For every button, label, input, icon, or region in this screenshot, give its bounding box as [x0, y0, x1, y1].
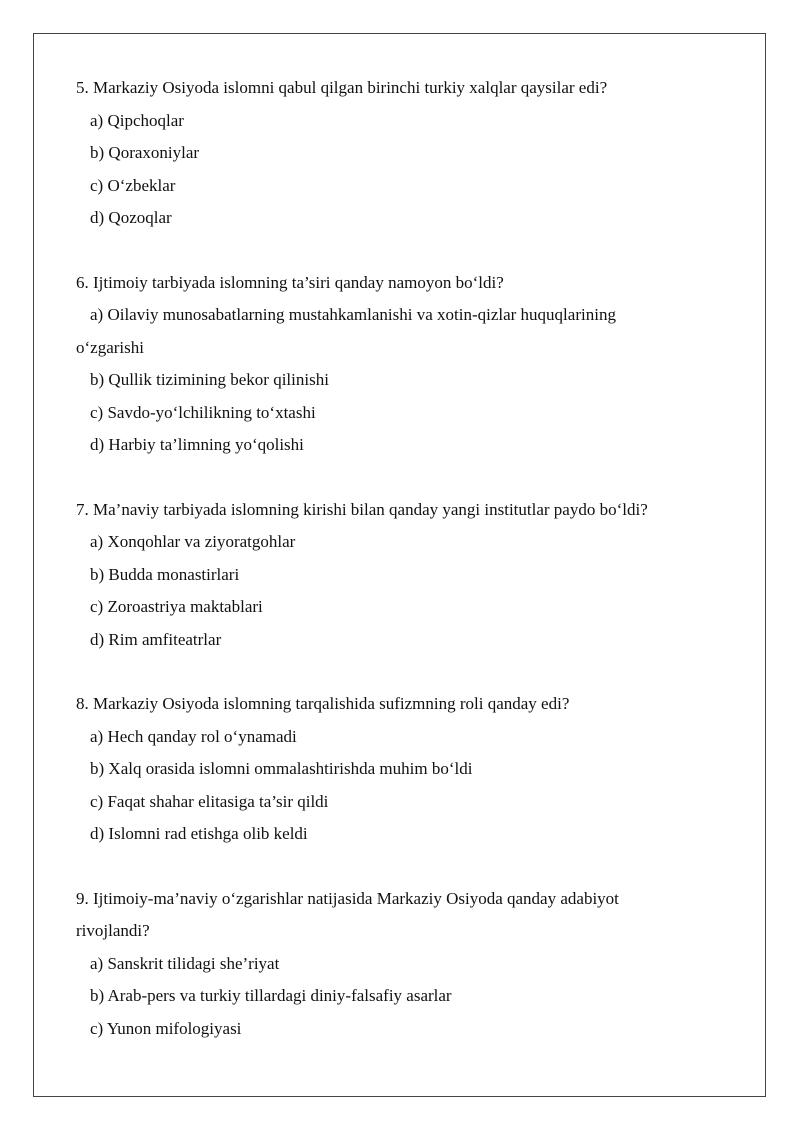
option-a: a) Oilaviy munosabatlarning mustahkamlanishi va xotin-qizlar huquqlarining — [90, 305, 616, 324]
option-d: d) Qozoqlar — [90, 208, 172, 227]
option-c: c) Yunon mifologiyasi — [90, 1018, 242, 1038]
option-a: a) Hech qanday rol o‘ynamadi — [90, 726, 297, 746]
option-d: d) Rim amfiteatrlar — [90, 629, 222, 649]
question-9 — [76, 883, 726, 1046]
question-7 — [76, 494, 726, 657]
option-b: b) Qoraxoniylar — [90, 143, 200, 162]
option-b: b) Qullik tizimining bekor qilinishi — [90, 370, 329, 389]
question-text: 8. Markaziy Osiyoda islomning tarqalishida sufizmning roli qanday edi? — [76, 694, 570, 713]
option-c: c) Savdo-yo‘lchilikning to‘xtashi — [90, 402, 316, 422]
question-text: 6. Ijtimoiy tarbiyada islomning ta’siri qanday namoyon bo‘ldi? — [76, 272, 504, 292]
option-c: c) Faqat shahar elitasiga ta’sir qildi — [90, 791, 329, 811]
option-b: b) Xalq orasida islomni ommalashtirishda muhim bo‘ldi — [90, 759, 473, 778]
option-b: b) Budda monastirlari — [90, 564, 240, 584]
question-text-continuation: rivojlandi? — [76, 921, 150, 940]
question-text: 7. Ma’naviy tarbiyada islomning kirishi bilan qanday yangi institutlar paydo bo‘ldi? — [76, 499, 648, 519]
question-text: 5. Markaziy Osiyoda islomni qabul qilgan birinchi turkiy xalqlar qaysilar edi? — [76, 78, 608, 97]
option-a: a) Xonqohlar va ziyoratgohlar — [90, 532, 296, 551]
option-a-continuation: o‘zgarishi — [76, 337, 144, 357]
option-a: a) Qipchoqlar — [90, 110, 184, 130]
question-8 — [76, 688, 726, 851]
question-5 — [76, 72, 726, 235]
option-a: a) Sanskrit tilidagi she’riyat — [90, 953, 280, 973]
option-c: c) O‘zbeklar — [90, 175, 176, 195]
question-text: 9. Ijtimoiy-ma’naviy o‘zgarishlar natijasida Markaziy Osiyoda qanday adabiyot — [76, 888, 619, 908]
option-d: d) Islomni rad etishga olib keldi — [90, 824, 308, 843]
question-6 — [76, 267, 726, 462]
option-c: c) Zoroastriya maktablari — [90, 597, 263, 616]
option-b: b) Arab-pers va turkiy tillardagi diniy-falsafiy asarlar — [90, 986, 452, 1005]
option-d: d) Harbiy ta’limning yo‘qolishi — [90, 435, 304, 454]
document-content — [76, 72, 726, 1077]
